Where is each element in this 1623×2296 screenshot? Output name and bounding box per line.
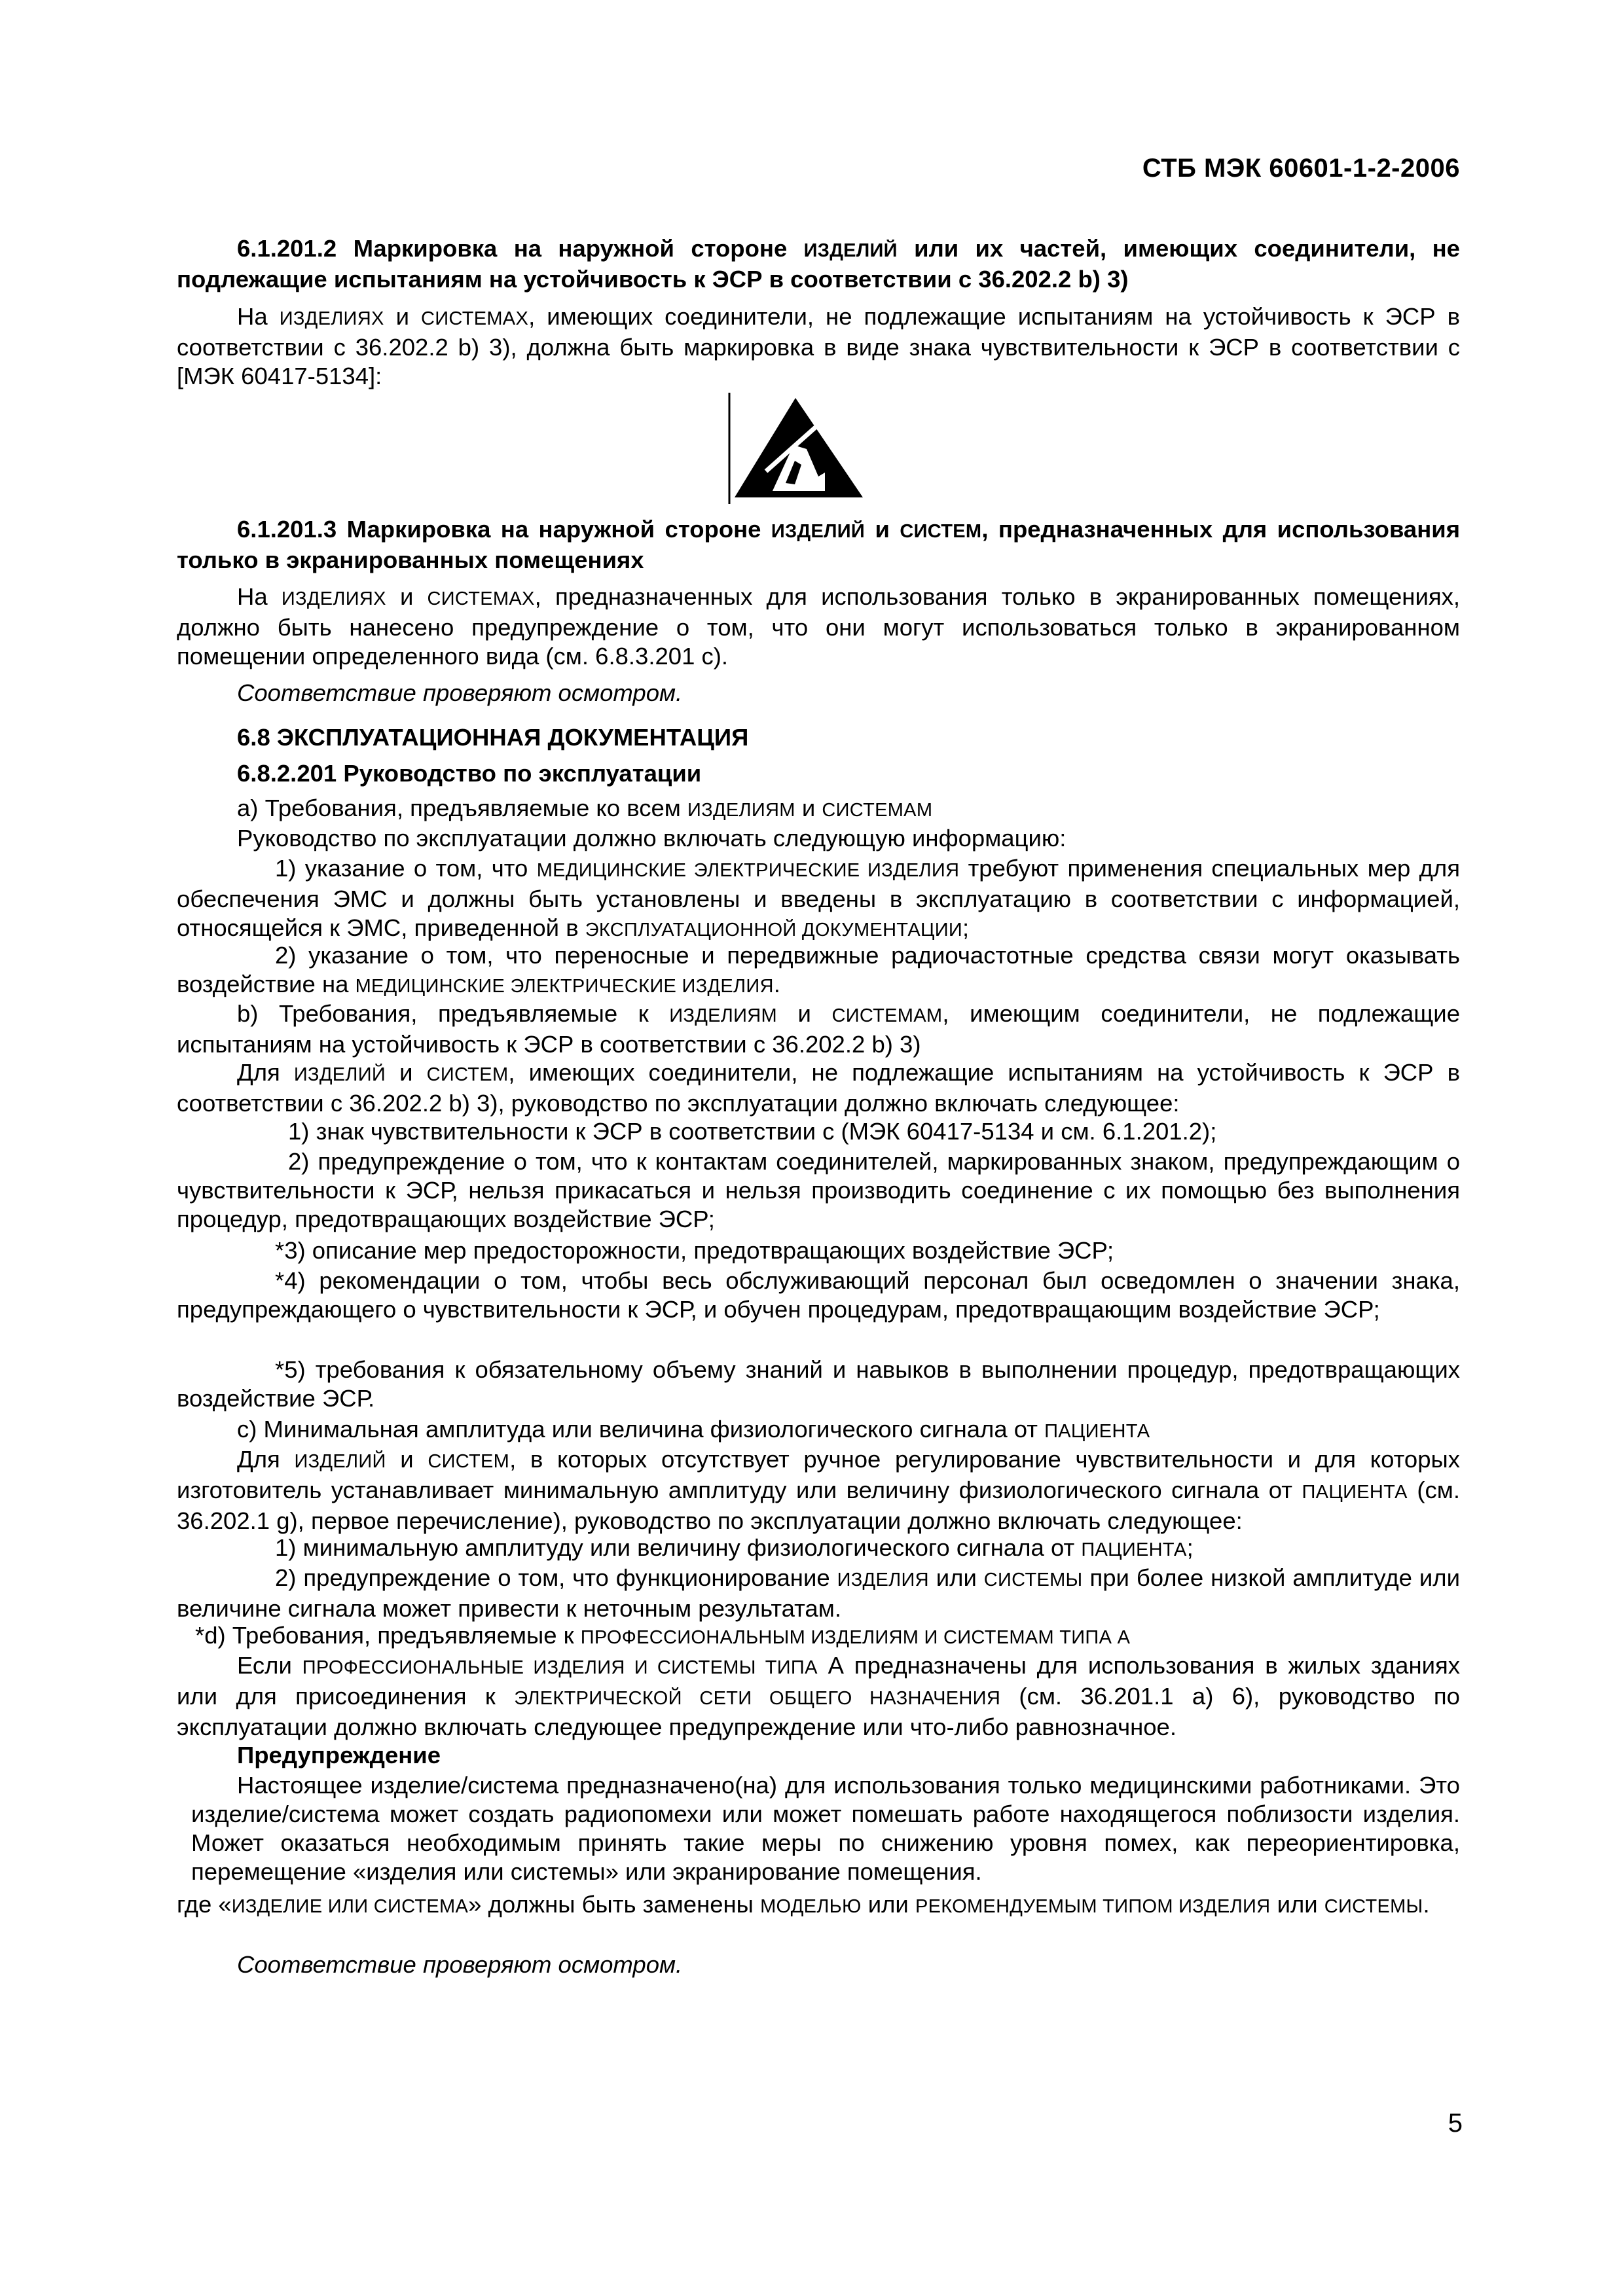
item-d-title: *d) Требования, предъявляемые к ПРОФЕССИОНАЛЬНЫМ ИЗДЕЛИЯМ И СИСТЕМАМ ТИПА А xyxy=(195,1622,1131,1649)
section-6-8-heading: 6.8 ЭКСПЛУАТАЦИОННАЯ ДОКУМЕНТАЦИЯ xyxy=(237,724,749,751)
item-b-title: b) Требования, предъявляемые к ИЗДЕЛИЯМ и СИСТЕМАМ, имеющим соединители, не подлежащие испытаниям на устойчивость к ЭСР в соответствии с 36.202.2 b) 3) xyxy=(177,1000,1460,1058)
warning-text: Настоящее изделие/система предназначено(на) для использования только медицинскими работниками. Это изделие/система может создать радиопомехи или может помешать работе находящегося поблизости изделия. Может оказаться необходимым принять такие меры по снижению уровня помех, как переориентировка, перемещение «изделия или системы» или экранирование помещения. xyxy=(191,1772,1460,1885)
item-d-intro: Если ПРОФЕССИОНАЛЬНЫЕ ИЗДЕЛИЯ И СИСТЕМЫ ТИПА А предназначены для использования в жилых зданиях или для присоединения к ЭЛЕКТРИЧЕСКОЙ СЕТИ ОБЩЕГО НАЗНАЧЕНИЯ (см. 36.201.1 a) 6), руководство по эксплуатации должно включать следующее предупреждение или что-либо равнозначное. xyxy=(177,1652,1460,1740)
item-b-intro: Для ИЗДЕЛИЙ и СИСТЕМ, имеющих соединители, не подлежащие испытаниям на устойчивость к ЭСР в соответствии с 36.202.2 b) 3), руководство по эксплуатации должно включать следующее: xyxy=(177,1059,1460,1117)
section-6-1-201-2-title: 6.1.201.2 Маркировка на наружной стороне ИЗДЕЛИЙ или их частей, имеющих соединители, не подлежащие испытаниям на устойчивость к ЭСР в соответствии с 36.202.2 b) 3) xyxy=(177,235,1460,293)
item-c-2: 2) предупреждение о том, что функционирование ИЗДЕЛИЯ или СИСТЕМЫ при более низкой амплитуде или величине сигнала может привести к неточным результатам. xyxy=(177,1564,1460,1622)
esd-sensitivity-icon xyxy=(727,393,864,504)
page-header: СТБ МЭК 60601-1-2-2006 xyxy=(1142,154,1460,183)
section-6-8-2-201-heading: 6.8.2.201 Руководство по эксплуатации xyxy=(237,760,702,787)
compliance-check-2: Соответствие проверяют осмотром. xyxy=(237,1951,683,1978)
item-c-1: 1) минимальную амплитуду или величину физиологического сигнала от ПАЦИЕНТА; xyxy=(275,1534,1194,1561)
compliance-check-1: Соответствие проверяют осмотром. xyxy=(237,679,683,706)
warning-title: Предупреждение xyxy=(237,1742,441,1768)
section-6-1-201-3-title: 6.1.201.3 Маркировка на наружной стороне ИЗДЕЛИЙ и СИСТЕМ, предназначенных для использования только в экранированных помещениях xyxy=(177,516,1460,573)
item-a-1: 1) указание о том, что МЕДИЦИНСКИЕ ЭЛЕКТРИЧЕСКИЕ ИЗДЕЛИЯ требуют применения специальных мер для обеспечения ЭМС и должны быть установлены и введены в эксплуатацию в соответствии с информацией, относящейся к ЭМС, приведенной в ЭКСПЛУАТАЦИОННОЙ ДОКУМЕНТАЦИИ; xyxy=(177,855,1460,941)
item-b-5: *5) требования к обязательному объему знаний и навыков в выполнении процедур, предотвращающих воздействие ЭСР. xyxy=(177,1356,1460,1412)
item-b-3: *3) описание мер предосторожности, предотвращающих воздействие ЭСР; xyxy=(275,1237,1114,1264)
section-6-1-201-2-text: На ИЗДЕЛИЯХ и СИСТЕМАХ, имеющих соединители, не подлежащие испытаниям на устойчивость к ЭСР в соответствии с 36.202.2 b) 3), должна быть маркировка в виде знака чувствительности к ЭСР в соответствии с [МЭК 60417-5134]: xyxy=(177,303,1460,389)
page-number: 5 xyxy=(1448,2109,1463,2138)
item-a-2: 2) указание о том, что переносные и передвижные радиочастотные средства связи могут оказывать воздействие на МЕДИЦИНСКИЕ ЭЛЕКТРИЧЕСКИЕ ИЗДЕЛИЯ. xyxy=(177,942,1460,997)
item-a-title: a) Требования, предъявляемые ко всем ИЗДЕЛИЯМ и СИСТЕМАМ xyxy=(237,795,933,821)
item-b-2: 2) предупреждение о том, что к контактам соединителей, маркированных знаком, предупреждающим о чувствительности к ЭСР, нельзя прикасаться и нельзя производить соединение с их помощью без выполнения процедур, предотвращающих воздействие ЭСР; xyxy=(177,1148,1460,1232)
section-6-1-201-3-text: На ИЗДЕЛИЯХ и СИСТЕМАХ, предназначенных для использования только в экранированных помещениях, должно быть нанесено предупреждение о том, что они могут использоваться только в экранированном помещении определенного вида (см. 6.8.3.201 с). xyxy=(177,583,1460,670)
item-b-1: 1) знак чувствительности к ЭСР в соответствии с (МЭК 60417-5134 и см. 6.1.201.2); xyxy=(288,1118,1217,1145)
item-c-intro: Для ИЗДЕЛИЙ и СИСТЕМ, в которых отсутствует ручное регулирование чувствительности и для которых изготовитель устанавливает минимальную амплитуду или величину физиологического сигнала от ПАЦИЕНТА (см. 36.202.1 g), первое перечисление), руководство по эксплуатации должно включать следующее: xyxy=(177,1446,1461,1534)
item-a-intro: Руководство по эксплуатации должно включать следующую информацию: xyxy=(237,825,1067,852)
item-b-4: *4) рекомендации о том, чтобы весь обслуживающий персонал был осведомлен о значении знака, предупреждающего о чувствительности к ЭСР, и обучен процедурам, предотвращающим воздействие ЭСР; xyxy=(177,1267,1460,1323)
replacement-note: где «ИЗДЕЛИЕ ИЛИ СИСТЕМА» должны быть заменены МОДЕЛЬЮ или РЕКОМЕНДУЕМЫМ ТИПОМ ИЗДЕЛИЯ или СИСТЕМЫ. xyxy=(177,1891,1430,1918)
item-c-title: c) Минимальная амплитуда или величина физиологического сигнала от ПАЦИЕНТА xyxy=(237,1416,1150,1443)
